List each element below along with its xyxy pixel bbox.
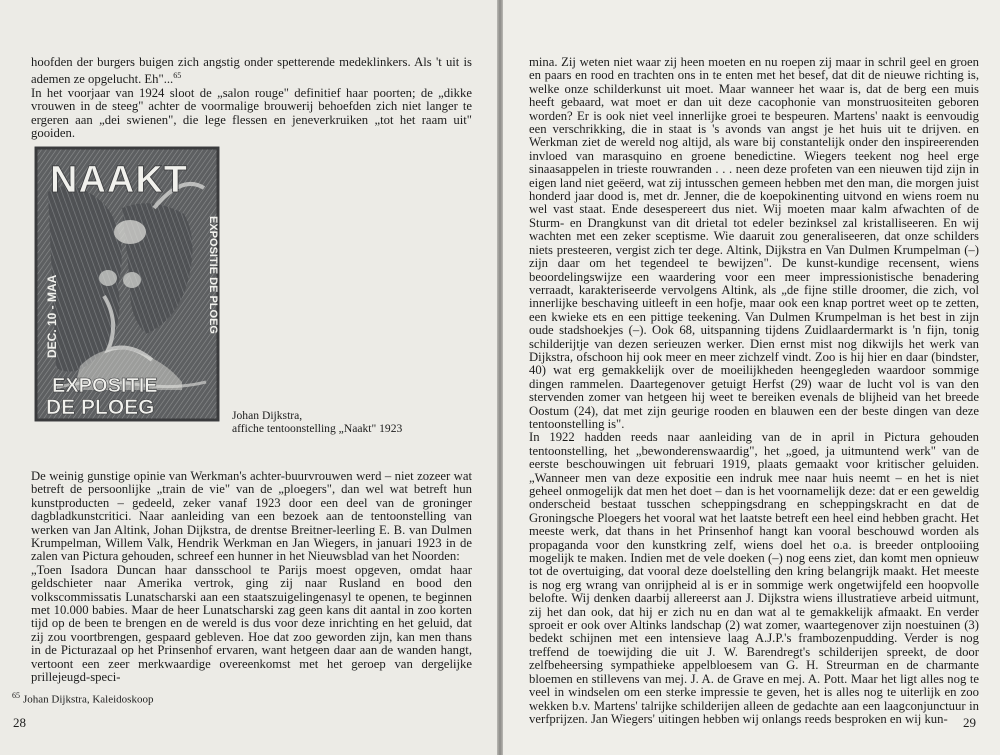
left-top-text <box>31 56 472 141</box>
footnote-text: Johan Dijkstra, Kaleidoskoop <box>23 693 154 706</box>
left-top-paragraph-1: hoofden der burgers buigen zich angstig onder spetterende medeklinkers. Als 't uit is ademen ze opgelucht. Eh"... <box>31 55 472 87</box>
caption-line-1: Johan Dijkstra, <box>232 409 303 422</box>
poster-side-right: EXPOSITIE DE PLOEG <box>207 216 219 334</box>
left-bottom-paragraph-2: „Toen Isadora Duncan haar dansschool te Parijs moest opgeven, omdat haar geldschieter naar Amerika vertrok, ging zij naar Rusland en bood den volkscommissatis Lunatscharski aan een staatszuigelingenasyl te openen, te beginnen met 10.000 babies. Maar de heer Lunatscharski zag geen kans dit aantal in zoo korten tijd op de been te brengen en de wereld is dus voor deze inrichting en het geluid, dat zij zou voortbrengen, gespaard gebleven. Hoe dat zoo geworden zijn, kan men thans in de Picturazaal op het Prinsenhof ervaren, want hetgeen daar aan de wanden hangt, vertoont een zeer merkwaardige overeenkomst met het geroep van dergelijke prillejeugd-speci- <box>31 562 472 685</box>
footnote-number: 65 <box>12 691 20 700</box>
right-page <box>503 0 1000 755</box>
left-bottom-text <box>31 470 472 685</box>
right-paragraph-2: In 1922 hadden reeds naar aanleiding van de in april in Pictura gehouden tentoonstelling, het „bewonderenswaardig", het „goed, ja uitmuntend werk" van de eerste beschouwingen uit februari 1919, plaats gemaakt voor kritischer geluiden. „Wanneer men van deze expositie een indruk mee naar huis neemt – en het is niet geheel onmogelijk dat men het doet – dan is het voornamelijk deze: dat er een geweldig onderscheid bestaat tusschen scheppingsdrang en scheppingskracht en dat de Groningsche Ploegers het vooral wat het laatste betreft een heel eind hebben gracht. Het meeste werk, dat thans in het Prinsenhof hangt kan vooral beschouwd worden als propaganda voor den kunstkring zelf, wiens doel het o.a. is breeder ontplooiing mogelijk te maken. Indien met de vele doeken (–) nog eens ziet, dan komt men opnieuw tot de overtuiging, dat vooral deze doelstelling den kring belangrijk maakt. Het meeste is nog erg wrang van onrijpheid al is er in sommige werk ongetwijfeld een hoopvolle belofte. Wij denken daarbij allereerst aan J. Dijkstra wiens illustratieve arbeid uitmunt, zij het dan ook, dat hij er zich nu en dan wat al te gemakkelijk afmaakt. En verder sproeit er ook over Altinks landschap (2) wat zomer, waartegenover zijn noestuinen (3) bedekt schijnen met een intensieve laag A.J.P.'s frambozenpudding. Verder is nog treffend de toewijding die uit J. W. Barendregt's schilderijen spreekt, de door zelfbeheersing sympathieke appelbloesem van G. H. Streurman en de charmante bloemen en stillevens van mej. J. A. de Grave en mej. A. Pott. Maar het ligt alles nog te veel in windselen om een sterke impressie te geven, het is alles nog te uiterlijk en zoo wekken b.v. Martens' talrijke schilderijen alleen de gedachte aan een laagconjunctuur in verfprijzen. Jan Wiegers' uitingen hebben wij onlangs reeds besproken en wij kun- <box>529 430 979 726</box>
poster-subtitle-2: DE PLOEG <box>46 396 155 419</box>
figure-caption <box>232 409 402 435</box>
footnote-ref: 65 <box>173 71 182 81</box>
page-number-right: 29 <box>963 715 976 730</box>
left-bottom-paragraph-1: De weinig gunstige opinie van Werkman's achter-buurvrouwen werd – niet zozeer wat betreft de persoonlijke „train de vie" van de „ploegers", dan wel wat betreft hun kunstproducten – gedeeld, zeker vanaf 1923 door een deel van de groninger dagbladkunstcritici. Naar aanleiding van een bezoek aan de tentoonstelling van werken van Jan Altink, Johan Dijkstra, de drentse Breitner-leerling E. B. van Dulmen Krumpelman, Willem Valk, Hendrik Werkman en Jan Wiegers, in januari 1923 in de zalen van Pictura gehouden, schreef een hunner in het Nieuwsblad van het Noorden: <box>31 469 472 564</box>
footnote <box>12 691 153 706</box>
poster-subtitle-1: EXPOSITIE <box>52 375 158 397</box>
woodcut-poster-illustration <box>34 146 220 422</box>
right-body-text <box>529 56 979 726</box>
poster-title: NAAKT <box>50 159 188 201</box>
left-page <box>0 0 497 755</box>
caption-line-2: affiche tentoonstelling „Naakt" 1923 <box>232 422 403 435</box>
left-top-paragraph-2: In het voorjaar van 1924 sloot de „salon rouge" definitief haar poorten; de „dikke vrouwen in de steeg" achter de voormalige brouwerij behoefden zich niet langer te ergeren aan „dei swienen", die lege flessen en jeneverkruiken „tot het raam uit" gooiden. <box>31 86 472 141</box>
poster-side-left: DEC. 10 - MAA <box>45 274 59 358</box>
poster-figure <box>20 146 226 424</box>
page-number-left: 28 <box>13 715 26 730</box>
poster-image <box>34 146 220 422</box>
right-paragraph-1: mina. Zij weten niet waar zij heen moeten en nu roepen zij maar in schril geel en groen en paars en rood en trachten ons in te enten met het besef, dat dit de nieuwe richting is, welke onze schilderkunst uit moet. Maar wanneer het waar is, dat de berg een muis heeft gebaard, wat moet er dan uit deze cacophonie van monstruositeiten geboren worden? Er is ook niet veel innerlijke groei te bespeuren. Martens' naakt is eenvoudig een verschrikking, die in staat is 's avonds van angst je het huis uit te drijven. en Werkman ziet de wereld nog altijd, als ware bij constantelijk onder den inspireerenden invloed van marasquino en groene benedictine. Wiegers teekent nog heel erge sinaasappelen in trieste rouwranden . . . neen deze profeten van een nieuwen tijd zijn in eigen land niet geëerd, wat zij intusschen gemeen hebben met den man, die morgen juist honderd jaar dood is, met dr. Jenner, die de koepokinenting uitvond en wiens roem nu wel vast staat. Ende desespereert dus niet. Wij moeten maar kalm afwachten of de Sturm- en Drangkunst van dit drietal tot edeler bezinksel zal kristalliseeren. En wij wachten met een zeker sceptisme. Wie daaruit zou generaliseeren, dat onze schilders niets presteeren, vergist zich ter dege. Altink, Dijkstra en Van Dulmen Krumpelman (–) zijn daar om het tegendeel te bewijzen". De kunst-kundige recensent, wiens beoordelingswijze een waardering voor een meer impressionistische benadering verraadt, karakteriseerde vervolgens Altink, als „de fijne stille droomer, die zich, vol innerlijke beschaving uitleeft in een hofje, maar ook een knap portret weet op te zetten, een kwieke ets en een pittige teekening. Van Dulmen Krumpelman is het best in zijn oude stadshoekjes (–). Ook 68, uitspanning tijdens Zuidlaardermarkt is 'n fijn, tonig schilderijtje van dezen serieuzen werker. Dien ernst mist nog dikwijls het werk van Dijkstra, ofschoon hij ook meer en meer zichzelf vindt. Zoo is hij hier en daar (bindster, 40) wat erg gemakkelijk over de moeilijkheden heengegleden waardoor sommige dingen rammelen. Daartegenover getuigt Herfst (29) waar de lucht vol is van den stervenden zomer van hetgeen hij weet te bereiken evenals de blijheid van het breede Oostum (24), dat met zijn geurige rooden en blauwen een der beste dingen van deze tentoonstelling is". <box>529 55 979 431</box>
